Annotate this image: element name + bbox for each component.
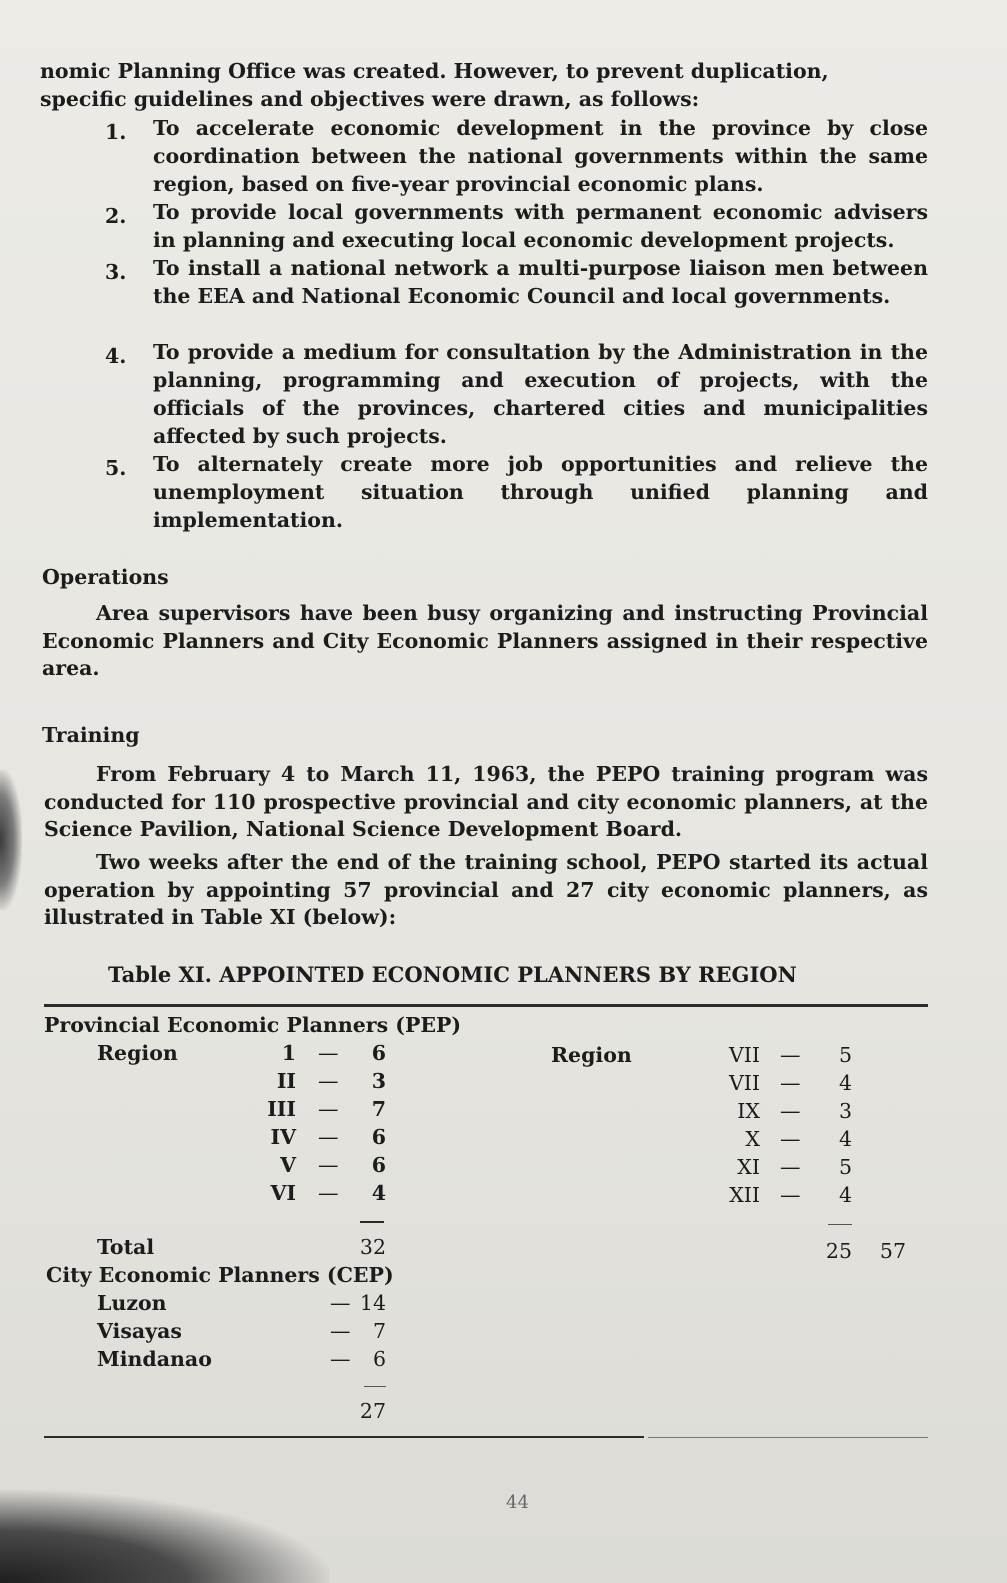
region-numeral: IV [270, 1125, 296, 1149]
planner-count: 4 [838, 1127, 852, 1151]
region-numeral: V [280, 1153, 296, 1177]
cep-count: 14 [359, 1291, 386, 1315]
dash: — [780, 1043, 801, 1067]
objective-text: To alternately create more job opportunities and relieve the unemployment situation through unified planning and implementation. [153, 452, 928, 532]
cep-area: Mindanao [97, 1347, 212, 1371]
objective-text: To install a national network a multi-purpose liaison men between the EEA and National Economic Council and local governments. [153, 256, 928, 308]
region-label-right: Region [551, 1043, 632, 1067]
dash: — [318, 1181, 339, 1205]
cep-total: 27 [359, 1399, 386, 1423]
region-numeral: VII [728, 1043, 760, 1067]
cep-count: 7 [372, 1319, 386, 1343]
total-label: Total [97, 1235, 155, 1259]
table-title: Table XI. APPOINTED ECONOMIC PLANNERS BY REGION [108, 962, 797, 987]
thumb-shadow [0, 1490, 330, 1583]
dash: — [318, 1125, 339, 1149]
region-numeral: XII [729, 1183, 760, 1207]
objective-number: 3. [105, 260, 127, 284]
training-paragraph-2: Two weeks after the end of the training school, PEPO started its actual operation by appointing 57 provincial and 27 city economic planners, as illustrated in Table XI (below): [44, 850, 928, 929]
planner-count: 5 [838, 1043, 852, 1067]
pep-right-total: 25 [825, 1239, 852, 1263]
subtotal-rule-left [360, 1221, 384, 1223]
intro-line-2: specific guidelines and objectives were drawn, as follows: [40, 87, 700, 111]
region-numeral: 1 [281, 1041, 296, 1065]
planner-count: 4 [371, 1181, 386, 1205]
table-bottom-rule [44, 1436, 644, 1438]
planner-count: 6 [371, 1125, 386, 1149]
region-numeral: IX [737, 1099, 760, 1123]
objective-number: 1. [105, 120, 127, 144]
dash: — [780, 1071, 801, 1095]
dash: — [780, 1127, 801, 1151]
planner-count: 5 [838, 1155, 852, 1179]
planner-count: 4 [838, 1071, 852, 1095]
region-numeral: VII [728, 1071, 760, 1095]
dash: — [330, 1291, 351, 1315]
objective-text: To provide a medium for consultation by the Administration in the planning, programming and execution of projects, with the officials of the provinces, chartered cities and municipalities affected by such projects. [153, 340, 928, 448]
training-paragraph-1: From February 4 to March 11, 1963, the PEPO training program was conducted for 110 prospective provincial and city economic planners, at the Science Pavilion, National Science Development Board. [44, 762, 928, 841]
dash: — [780, 1099, 801, 1123]
dash: — [330, 1347, 351, 1371]
planner-count: 3 [838, 1099, 852, 1123]
planner-count: 6 [371, 1041, 386, 1065]
operations-paragraph: Area supervisors have been busy organizing and instructing Provincial Economic Planners and City Economic Planners assigned in their respective area. [42, 601, 928, 680]
cep-area: Luzon [97, 1291, 167, 1315]
dash: — [318, 1069, 339, 1093]
pep-left-total: 32 [359, 1235, 386, 1259]
cep-count: 6 [372, 1347, 386, 1371]
subtotal-rule-right [828, 1224, 852, 1225]
table-bottom-rule-faint [648, 1437, 928, 1438]
dash: — [330, 1319, 351, 1343]
cep-subtotal-rule [364, 1386, 386, 1387]
planner-count: 4 [838, 1183, 852, 1207]
cep-heading: City Economic Planners (CEP) [46, 1263, 394, 1287]
objective-number: 5. [105, 456, 127, 480]
planner-count: 7 [371, 1097, 386, 1121]
dash: — [318, 1097, 339, 1121]
objective-number: 4. [105, 344, 127, 368]
region-numeral: X [745, 1127, 760, 1151]
region-numeral: III [267, 1097, 296, 1121]
dash: — [318, 1041, 339, 1065]
region-numeral: VI [270, 1181, 296, 1205]
cep-area: Visayas [97, 1319, 182, 1343]
objective-text: To provide local governments with permanent economic advisers in planning and executing local economic development projects. [153, 200, 928, 252]
region-label-left: Region [97, 1041, 178, 1065]
training-heading: Training [42, 723, 140, 747]
objective-text: To accelerate economic development in the province by close coordination between the national governments within the same region, based on five-year provincial economic plans. [153, 116, 928, 196]
dash: — [318, 1153, 339, 1177]
binding-shadow [0, 770, 22, 910]
page-number: 44 [506, 1492, 529, 1513]
dash: — [780, 1183, 801, 1207]
pep-heading: Provincial Economic Planners (PEP) [44, 1013, 462, 1037]
operations-heading: Operations [42, 565, 169, 589]
region-numeral: XI [737, 1155, 760, 1179]
objective-number: 2. [105, 204, 127, 228]
intro-line-1: nomic Planning Office was created. However, to prevent duplication, [40, 59, 829, 83]
planner-count: 6 [371, 1153, 386, 1177]
planner-count: 3 [371, 1069, 386, 1093]
region-numeral: II [276, 1069, 296, 1093]
pep-grand-total: 57 [879, 1239, 906, 1263]
dash: — [780, 1155, 801, 1179]
table-top-rule [44, 1004, 928, 1007]
